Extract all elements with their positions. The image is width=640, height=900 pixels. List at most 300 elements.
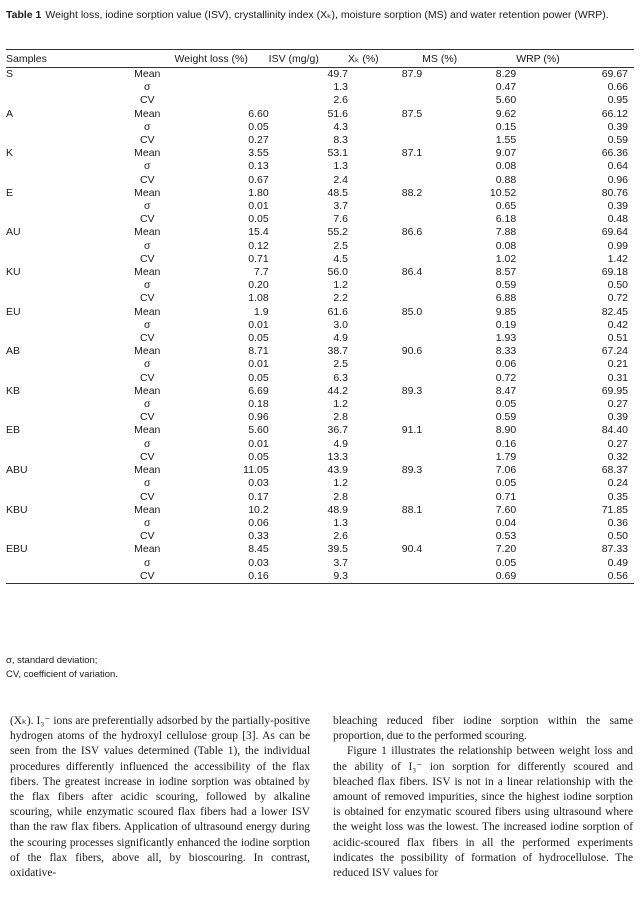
table-row bbox=[6, 557, 634, 570]
cell-sample: EBU bbox=[6, 543, 28, 556]
cell-crystallinity bbox=[348, 174, 422, 187]
cell-wrp: 0.31 bbox=[607, 371, 628, 384]
cell-ms: 6.88 bbox=[495, 292, 517, 305]
cell-sample bbox=[6, 517, 120, 530]
cell-sample bbox=[6, 530, 120, 543]
note-sigma: σ, standard deviation; bbox=[6, 655, 98, 666]
cell-weight-loss: 6.60 bbox=[248, 107, 269, 120]
cell-wrp: 0.24 bbox=[607, 477, 628, 490]
cell-weight-loss: 0.05 bbox=[248, 332, 269, 345]
cell-statistic: Mean bbox=[134, 543, 161, 556]
cell-isv: 9.3 bbox=[333, 569, 348, 582]
cell-isv: 43.9 bbox=[327, 464, 348, 477]
cell-isv: 49.7 bbox=[327, 68, 348, 80]
table-row bbox=[6, 530, 634, 543]
cell-sample bbox=[6, 200, 120, 213]
cell-sample: KB bbox=[6, 384, 21, 397]
cell-isv: 1.2 bbox=[333, 279, 348, 292]
table-row bbox=[6, 332, 634, 345]
body-right-column bbox=[333, 714, 633, 881]
table-body bbox=[6, 68, 634, 584]
cell-sample bbox=[6, 134, 120, 147]
cell-ms: 8.47 bbox=[495, 384, 517, 397]
cell-crystallinity bbox=[348, 398, 422, 411]
table-row bbox=[6, 213, 634, 226]
cell-ms: 0.19 bbox=[495, 318, 517, 331]
table-row bbox=[6, 464, 634, 477]
cell-wrp: 0.64 bbox=[607, 160, 628, 173]
cell-weight-loss: 0.01 bbox=[248, 200, 269, 213]
cell-wrp: 0.50 bbox=[607, 279, 628, 292]
cell-isv: 55.2 bbox=[327, 226, 348, 239]
cell-ms: 7.88 bbox=[495, 226, 517, 239]
cell-sample: KU bbox=[6, 266, 21, 279]
cell-isv: 61.6 bbox=[327, 305, 348, 318]
cell-ms: 7.06 bbox=[495, 464, 517, 477]
cell-ms: 6.18 bbox=[495, 213, 517, 226]
cell-crystallinity bbox=[348, 332, 422, 345]
table-row bbox=[6, 570, 634, 584]
cell-isv: 1.2 bbox=[333, 477, 348, 490]
cell-wrp: 69.18 bbox=[601, 266, 628, 279]
table-row bbox=[6, 68, 634, 82]
cell-isv: 39.5 bbox=[327, 543, 348, 556]
cell-sample: ABU bbox=[6, 464, 28, 477]
cell-ms: 9.62 bbox=[495, 107, 517, 120]
cell-wrp: 0.21 bbox=[607, 358, 628, 371]
cell-isv: 2.6 bbox=[333, 94, 348, 107]
cell-ms: 8.33 bbox=[495, 345, 517, 358]
cell-wrp: 0.39 bbox=[607, 200, 628, 213]
table-row bbox=[6, 504, 634, 517]
cell-statistic: σ bbox=[144, 239, 151, 252]
cell-crystallinity bbox=[348, 134, 422, 147]
table-row bbox=[6, 200, 634, 213]
cell-ms: 7.60 bbox=[495, 503, 517, 516]
cell-crystallinity: 86.4 bbox=[401, 266, 423, 279]
cell-wrp: 0.49 bbox=[607, 556, 628, 569]
table-row bbox=[6, 398, 634, 411]
cell-ms: 0.16 bbox=[495, 437, 517, 450]
cell-ms: 10.52 bbox=[489, 186, 517, 199]
cell-ms: 7.20 bbox=[495, 543, 517, 556]
cell-weight-loss: 0.05 bbox=[248, 450, 269, 463]
cell-isv: 53.1 bbox=[327, 147, 348, 160]
header-wrp: WRP (%) bbox=[516, 52, 560, 65]
cell-wrp: 0.66 bbox=[607, 81, 628, 94]
cell-isv: 48.5 bbox=[327, 186, 348, 199]
cell-weight-loss bbox=[175, 81, 269, 94]
cell-crystallinity bbox=[348, 451, 422, 464]
cell-statistic: CV bbox=[139, 371, 155, 384]
cell-ms: 0.59 bbox=[495, 279, 517, 292]
cell-isv: 51.6 bbox=[327, 107, 348, 120]
table-row bbox=[6, 491, 634, 504]
cell-weight-loss: 0.01 bbox=[248, 318, 269, 331]
cell-weight-loss: 0.27 bbox=[248, 134, 269, 147]
cell-ms: 0.59 bbox=[495, 411, 517, 424]
cell-weight-loss: 0.05 bbox=[248, 371, 269, 384]
cell-weight-loss: 8.45 bbox=[248, 543, 269, 556]
cell-crystallinity bbox=[348, 358, 422, 371]
cell-crystallinity bbox=[348, 253, 422, 266]
table-row bbox=[6, 306, 634, 319]
cell-wrp: 66.12 bbox=[601, 107, 628, 120]
cell-wrp: 0.72 bbox=[607, 292, 628, 305]
cell-ms: 0.88 bbox=[495, 173, 517, 186]
cell-isv: 2.5 bbox=[333, 239, 348, 252]
table-caption-label: Table 1 bbox=[6, 9, 42, 21]
cell-weight-loss: 5.60 bbox=[248, 424, 269, 437]
cell-crystallinity: 89.3 bbox=[401, 384, 423, 397]
table-row bbox=[6, 174, 634, 187]
cell-sample bbox=[6, 372, 120, 385]
cell-crystallinity bbox=[348, 477, 422, 490]
cell-sample bbox=[6, 160, 120, 173]
cell-wrp: 0.27 bbox=[607, 437, 628, 450]
table-row bbox=[6, 292, 634, 305]
header-isv: ISV (mg/g) bbox=[268, 52, 319, 65]
cell-sample bbox=[6, 358, 120, 371]
cell-statistic: CV bbox=[139, 332, 155, 345]
cell-wrp: 0.39 bbox=[607, 120, 628, 133]
data-table bbox=[6, 49, 634, 584]
cell-weight-loss bbox=[175, 68, 269, 82]
cell-ms: 0.08 bbox=[495, 239, 517, 252]
cell-sample: S bbox=[6, 68, 14, 80]
cell-statistic: Mean bbox=[134, 186, 161, 199]
cell-sample bbox=[6, 94, 120, 107]
cell-weight-loss: 0.17 bbox=[248, 490, 269, 503]
cell-isv: 48.9 bbox=[327, 503, 348, 516]
cell-ms: 9.07 bbox=[495, 147, 517, 160]
cell-crystallinity: 90.4 bbox=[401, 543, 423, 556]
cell-statistic: CV bbox=[139, 490, 155, 503]
cell-statistic: σ bbox=[144, 81, 151, 94]
table-row bbox=[6, 451, 634, 464]
cell-sample: EB bbox=[6, 424, 21, 437]
cell-weight-loss: 1.9 bbox=[254, 305, 269, 318]
cell-statistic: σ bbox=[144, 120, 151, 133]
cell-wrp: 69.67 bbox=[601, 68, 628, 80]
cell-isv: 1.3 bbox=[333, 160, 348, 173]
table-row bbox=[6, 319, 634, 332]
cell-weight-loss: 1.80 bbox=[248, 186, 269, 199]
cell-ms: 0.05 bbox=[495, 556, 517, 569]
cell-weight-loss: 7.7 bbox=[254, 266, 269, 279]
cell-wrp: 0.39 bbox=[607, 411, 628, 424]
table-row bbox=[6, 160, 634, 173]
cell-sample bbox=[6, 319, 120, 332]
cell-statistic: CV bbox=[139, 450, 155, 463]
table-row bbox=[6, 543, 634, 556]
cell-crystallinity: 87.9 bbox=[401, 68, 423, 80]
cell-statistic: σ bbox=[144, 358, 151, 371]
body-left-column bbox=[10, 714, 310, 881]
table-header-row bbox=[6, 50, 634, 68]
cell-isv: 6.3 bbox=[333, 371, 348, 384]
cell-wrp: 68.37 bbox=[601, 464, 628, 477]
cell-isv: 2.8 bbox=[333, 411, 348, 424]
cell-statistic: σ bbox=[144, 516, 151, 529]
cell-statistic: CV bbox=[139, 134, 155, 147]
cell-sample bbox=[6, 213, 120, 226]
cell-wrp: 69.64 bbox=[601, 226, 628, 239]
cell-statistic: CV bbox=[139, 411, 155, 424]
table-row bbox=[6, 266, 634, 279]
cell-isv: 4.9 bbox=[333, 332, 348, 345]
cell-wrp: 0.48 bbox=[607, 213, 628, 226]
cell-sample bbox=[6, 292, 120, 305]
cell-weight-loss: 15.4 bbox=[248, 226, 269, 239]
cell-crystallinity bbox=[348, 411, 422, 424]
table-row bbox=[6, 253, 634, 266]
cell-wrp: 71.85 bbox=[601, 503, 628, 516]
cell-crystallinity bbox=[348, 200, 422, 213]
body-paragraph: Figure 1 illustrates the relationship between weight loss and the ability of I₃⁻ ion sorption for differently scoured and bleached flax fibers. ISV is not in a linear relationship with the amount of removed impurities, since the highest iodine sorption is obtained for enzymatic scoured fibers using ultrasound where the weight loss was the lowest. The increased iodine sorption of acidic-scoured flax fibers in all the performed experiments indicates the possibility of formation of hydrocellulose. The reduced ISV values for bbox=[333, 745, 633, 880]
cell-wrp: 0.27 bbox=[607, 398, 628, 411]
table-row bbox=[6, 94, 634, 107]
cell-crystallinity: 88.2 bbox=[401, 186, 423, 199]
cell-ms: 0.04 bbox=[495, 516, 517, 529]
cell-statistic: CV bbox=[139, 94, 155, 107]
table-caption-text: Weight loss, iodine sorption value (ISV), crystallinity index (Xₖ), moisture sorption (MS) and water retention power (WRP). bbox=[45, 9, 609, 21]
cell-wrp: 0.96 bbox=[607, 173, 628, 186]
cell-weight-loss: 0.05 bbox=[248, 120, 269, 133]
cell-sample bbox=[6, 477, 120, 490]
cell-statistic: σ bbox=[144, 398, 151, 411]
cell-crystallinity: 87.1 bbox=[401, 147, 423, 160]
table-row bbox=[6, 438, 634, 451]
cell-sample bbox=[6, 411, 120, 424]
body-paragraph: bleaching reduced fiber iodine sorption within the same proportion, due to the performed scouring. bbox=[333, 715, 633, 743]
cell-ms: 8.29 bbox=[495, 68, 517, 80]
cell-wrp: 0.32 bbox=[607, 450, 628, 463]
cell-sample bbox=[6, 570, 120, 584]
cell-wrp: 0.95 bbox=[607, 94, 628, 107]
cell-wrp: 0.51 bbox=[607, 332, 628, 345]
cell-statistic: CV bbox=[139, 252, 155, 265]
cell-wrp: 82.45 bbox=[601, 305, 628, 318]
cell-weight-loss: 0.01 bbox=[248, 437, 269, 450]
cell-sample bbox=[6, 491, 120, 504]
cell-isv: 2.5 bbox=[333, 358, 348, 371]
table-row bbox=[6, 121, 634, 134]
cell-ms: 8.57 bbox=[495, 266, 517, 279]
cell-crystallinity: 89.3 bbox=[401, 464, 423, 477]
cell-weight-loss: 0.18 bbox=[248, 398, 269, 411]
cell-wrp: 0.35 bbox=[607, 490, 628, 503]
cell-statistic: CV bbox=[139, 292, 155, 305]
cell-sample bbox=[6, 253, 120, 266]
body-paragraph: (Xₖ). I₃⁻ ions are preferentially adsorbed by the partially-positive hydrogen atoms of the hydroxyl cellulose group [3]. As can be seen from the ISV values determined (Table 1), the individual procedures differently influenced the accessibility of the flax fibers. The greatest increase in iodine sorption was obtained by the flax fibers after acidic scouring, followed by alkaline scouring, while enzymatic scoured flax fibers had a lower ISV than the raw flax fibers. Application of ultrasound energy during the scouring processes significantly enhanced the iodine sorption of the flax fibers, above all, by bioscouring. In contrast, oxidative- bbox=[10, 715, 310, 880]
cell-weight-loss: 0.13 bbox=[248, 160, 269, 173]
cell-isv: 4.3 bbox=[333, 120, 348, 133]
table-row bbox=[6, 187, 634, 200]
cell-weight-loss: 0.96 bbox=[248, 411, 269, 424]
cell-statistic: Mean bbox=[134, 68, 161, 80]
cell-ms: 0.05 bbox=[495, 477, 517, 490]
cell-isv: 44.2 bbox=[327, 384, 348, 397]
cell-isv: 2.8 bbox=[333, 490, 348, 503]
table-row bbox=[6, 279, 634, 292]
cell-statistic: σ bbox=[144, 556, 151, 569]
cell-weight-loss: 0.67 bbox=[248, 173, 269, 186]
cell-crystallinity bbox=[348, 570, 422, 584]
cell-ms: 0.72 bbox=[495, 371, 517, 384]
cell-isv: 7.6 bbox=[333, 213, 348, 226]
table-row bbox=[6, 424, 634, 437]
cell-weight-loss: 0.71 bbox=[248, 252, 269, 265]
cell-isv: 2.2 bbox=[333, 292, 348, 305]
table-notes bbox=[6, 654, 118, 682]
cell-ms: 0.69 bbox=[495, 569, 517, 582]
cell-ms: 5.60 bbox=[495, 94, 517, 107]
cell-crystallinity bbox=[348, 81, 422, 94]
cell-statistic: Mean bbox=[134, 226, 161, 239]
cell-statistic: CV bbox=[139, 569, 155, 582]
cell-weight-loss: 0.12 bbox=[248, 239, 269, 252]
cell-statistic: CV bbox=[139, 213, 155, 226]
cell-crystallinity bbox=[348, 160, 422, 173]
cell-statistic: Mean bbox=[134, 503, 161, 516]
cell-weight-loss: 0.05 bbox=[248, 213, 269, 226]
cell-isv: 2.6 bbox=[333, 530, 348, 543]
table-row bbox=[6, 517, 634, 530]
cell-crystallinity: 87.5 bbox=[401, 107, 423, 120]
cell-crystallinity bbox=[348, 438, 422, 451]
cell-statistic: σ bbox=[144, 160, 151, 173]
cell-wrp: 80.76 bbox=[601, 186, 628, 199]
cell-ms: 0.71 bbox=[495, 490, 517, 503]
cell-isv: 3.0 bbox=[333, 318, 348, 331]
cell-wrp: 0.56 bbox=[607, 569, 628, 582]
cell-weight-loss: 11.05 bbox=[243, 464, 269, 477]
table-row bbox=[6, 358, 634, 371]
cell-sample: KBU bbox=[6, 503, 28, 516]
cell-ms: 1.02 bbox=[495, 252, 517, 265]
cell-sample bbox=[6, 451, 120, 464]
cell-wrp: 1.42 bbox=[607, 252, 628, 265]
cell-ms: 0.65 bbox=[495, 200, 517, 213]
cell-wrp: 67.24 bbox=[601, 345, 628, 358]
cell-sample: AU bbox=[6, 226, 21, 239]
cell-sample: EU bbox=[6, 305, 21, 318]
cell-crystallinity bbox=[348, 491, 422, 504]
cell-sample bbox=[6, 332, 120, 345]
cell-sample bbox=[6, 438, 120, 451]
cell-weight-loss: 0.01 bbox=[248, 358, 269, 371]
cell-sample bbox=[6, 121, 120, 134]
cell-statistic: σ bbox=[144, 318, 151, 331]
cell-statistic: Mean bbox=[134, 464, 161, 477]
cell-statistic: CV bbox=[139, 530, 155, 543]
cell-wrp: 0.50 bbox=[607, 530, 628, 543]
cell-crystallinity bbox=[348, 240, 422, 253]
note-cv: CV, coefficient of variation. bbox=[6, 669, 118, 680]
cell-isv: 38.7 bbox=[327, 345, 348, 358]
cell-weight-loss: 3.55 bbox=[248, 147, 269, 160]
cell-crystallinity: 85.0 bbox=[401, 305, 423, 318]
cell-weight-loss: 0.33 bbox=[248, 530, 269, 543]
table-row bbox=[6, 240, 634, 253]
cell-crystallinity bbox=[348, 372, 422, 385]
cell-statistic: σ bbox=[144, 437, 151, 450]
cell-weight-loss: 8.71 bbox=[248, 345, 269, 358]
cell-statistic: Mean bbox=[134, 384, 161, 397]
cell-isv: 1.2 bbox=[333, 398, 348, 411]
cell-isv: 3.7 bbox=[333, 200, 348, 213]
cell-weight-loss: 10.2 bbox=[248, 503, 269, 516]
table-row bbox=[6, 411, 634, 424]
cell-wrp: 0.99 bbox=[607, 239, 628, 252]
cell-isv: 4.5 bbox=[333, 252, 348, 265]
cell-crystallinity bbox=[348, 94, 422, 107]
table-row bbox=[6, 226, 634, 239]
cell-isv: 4.9 bbox=[333, 437, 348, 450]
table-row bbox=[6, 134, 634, 147]
cell-statistic: Mean bbox=[134, 305, 161, 318]
cell-statistic: σ bbox=[144, 200, 151, 213]
cell-weight-loss: 0.20 bbox=[248, 279, 269, 292]
table-row bbox=[6, 81, 634, 94]
cell-crystallinity bbox=[348, 557, 422, 570]
table-row bbox=[6, 345, 634, 358]
cell-ms: 1.55 bbox=[495, 134, 517, 147]
header-weight-loss: Weight loss (%) bbox=[174, 52, 248, 65]
header-statistic bbox=[120, 50, 175, 68]
cell-crystallinity: 91.1 bbox=[401, 424, 423, 437]
cell-sample bbox=[6, 557, 120, 570]
cell-ms: 0.47 bbox=[495, 81, 517, 94]
cell-crystallinity: 88.1 bbox=[401, 503, 423, 516]
cell-wrp: 0.42 bbox=[607, 318, 628, 331]
cell-sample: K bbox=[6, 147, 14, 160]
cell-wrp: 0.36 bbox=[607, 516, 628, 529]
cell-crystallinity: 90.6 bbox=[401, 345, 423, 358]
cell-crystallinity: 86.6 bbox=[401, 226, 423, 239]
cell-sample: AB bbox=[6, 345, 21, 358]
cell-weight-loss: 6.69 bbox=[248, 384, 269, 397]
cell-sample bbox=[6, 398, 120, 411]
cell-ms: 9.85 bbox=[495, 305, 517, 318]
cell-sample bbox=[6, 279, 120, 292]
cell-statistic: σ bbox=[144, 279, 151, 292]
cell-isv: 2.4 bbox=[333, 173, 348, 186]
cell-ms: 0.15 bbox=[495, 120, 517, 133]
cell-crystallinity bbox=[348, 121, 422, 134]
cell-ms: 8.90 bbox=[495, 424, 517, 437]
cell-statistic: CV bbox=[139, 173, 155, 186]
cell-sample bbox=[6, 174, 120, 187]
cell-sample bbox=[6, 81, 120, 94]
cell-statistic: Mean bbox=[134, 345, 161, 358]
cell-ms: 0.06 bbox=[495, 358, 517, 371]
table-row bbox=[6, 108, 634, 121]
table-row bbox=[6, 372, 634, 385]
cell-crystallinity bbox=[348, 213, 422, 226]
cell-isv: 3.7 bbox=[333, 556, 348, 569]
cell-crystallinity bbox=[348, 517, 422, 530]
cell-sample: A bbox=[6, 107, 14, 120]
cell-wrp: 66.36 bbox=[601, 147, 628, 160]
cell-wrp: 87.33 bbox=[601, 543, 628, 556]
cell-ms: 0.05 bbox=[495, 398, 517, 411]
cell-weight-loss: 1.08 bbox=[248, 292, 269, 305]
header-ms: MS (%) bbox=[422, 52, 458, 65]
cell-isv: 36.7 bbox=[327, 424, 348, 437]
header-crystallinity: Xₖ (%) bbox=[347, 52, 379, 65]
